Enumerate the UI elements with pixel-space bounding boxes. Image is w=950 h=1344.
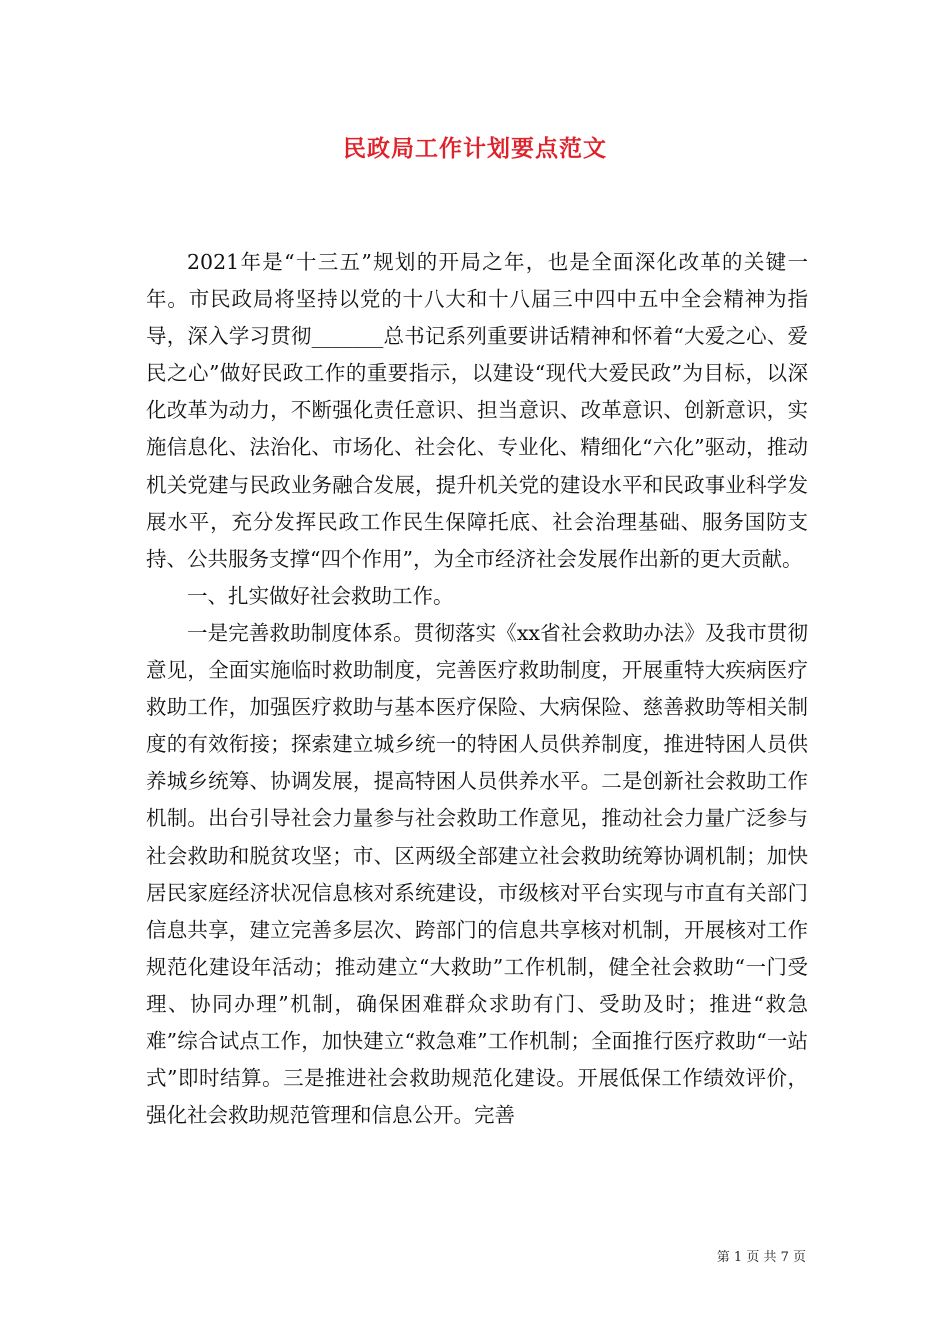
document-title: 民政局工作计划要点范文 xyxy=(343,135,607,162)
paragraph-social-assistance: 一是完善救助制度体系。贯彻落实《xx省社会救助办法》及我市贯彻意见，全面实施临时救助制度，完善医疗救助制度，开展重特大疾病医疗救助工作，加强医疗救助与基本医疗保险、大病保险、慈善救助等相关制度的有效衔接；探索建立城乡统一的特困人员供养制度，推进特困人员供养城乡统筹、协调发展，提高特困人员供养水平。二是创新社会救助工作机制。出台引导社会力量参与社会救助工作意见，推动社会力量广泛参与社会救助和脱贫攻坚；市、区两级全部建立社会救助统筹协调机制；加快居民家庭经济状况信息核对系统建设，市级核对平台实现与市直有关部门信息共享，建立完善多层次、跨部门的信息共享核对机制，开展核对工作规范化建设年活动；推动建立“大救助”工作机制，健全社会救助“一门受理、协同办理”机制，确保困难群众求助有门、受助及时；推进“救急难”综合试点工作，加快建立“救急难”工作机制；全面推行医疗救助“一站式”即时结算。三是推进社会救助规范化建设。开展低保工作绩效评价，强化社会救助规范管理和信息公开。完善 xyxy=(146,620,808,1128)
page-number: 第 1 页 共 7 页 xyxy=(716,1250,806,1265)
document-body xyxy=(146,244,808,1134)
section-heading: 一、扎实做好社会救助工作。 xyxy=(187,583,454,608)
paragraph-intro: 2021年是“十三五”规划的开局之年，也是全面深化改革的关键一年。市民政局将坚持以党的十八大和十八届三中四中五中全会精神为指导，深入学习贯彻_______总书记系列重要讲话精神和怀着“大爱之心、爱民之心”做好民政工作的重要指示，以建设“现代大爱民政”为目标，以深化改革为动力，不断强化责任意识、担当意识、改革意识、创新意识，实施信息化、法治化、市场化、社会化、专业化、精细化“六化”驱动，推动机关党建与民政业务融合发展，提升机关党的建设水平和民政事业科学发展水平，充分发挥民政工作民生保障托底、社会治理基础、服务国防支持、公共服务支撑“四个作用”，为全市经济社会发展作出新的更大贡献。 xyxy=(146,250,808,571)
